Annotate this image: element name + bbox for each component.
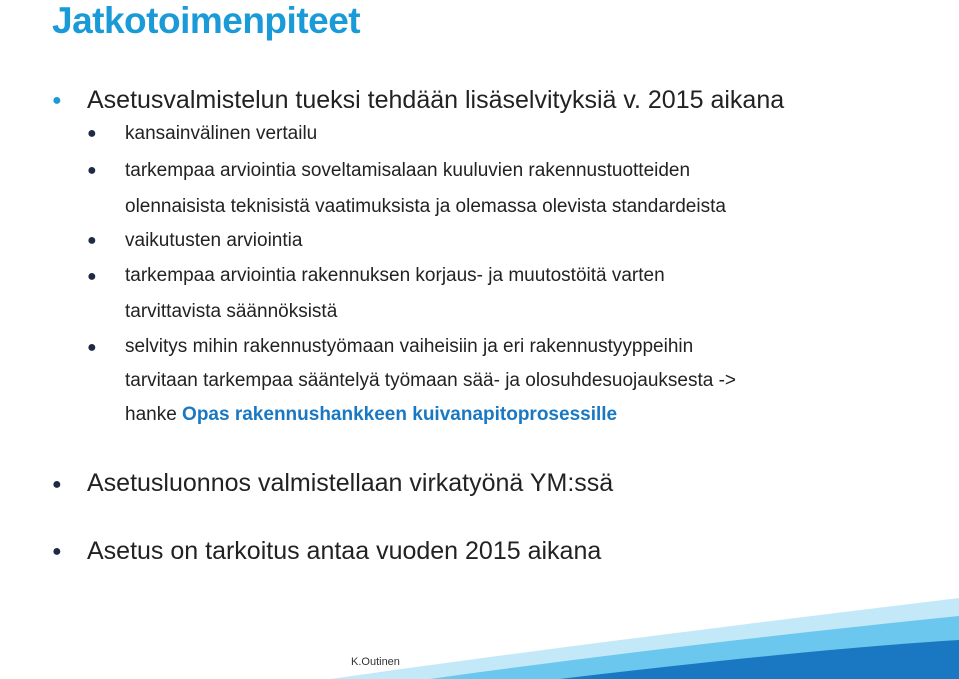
sub-bullet-item: tarkempaa arviointia rakennuksen korjaus- ja muutostöitä varten [125, 265, 665, 286]
bullet-item: Asetusluonnos valmistellaan virkatyönä YM:ssä [87, 469, 614, 497]
bullet-item: Asetus on tarkoitus antaa vuoden 2015 aikana [87, 537, 602, 565]
sub-bullet-item-continued: tarvitaan tarkempaa sääntelyä työmaan sää- ja olosuhdesuojauksesta -> [125, 370, 736, 391]
sub-bullet-item: tarkempaa arviointia soveltamisalaan kuuluvien rakennustuotteiden [125, 160, 691, 181]
sub-bullet-item-continued: tarvittavista säännöksistä [125, 301, 338, 322]
footer-author: K.Outinen [351, 656, 400, 668]
guide-title-highlight: Opas rakennushankkeen kuivanapitoprosessille [182, 404, 618, 425]
sub-bullet-item-continued: olennaisista teknisistä vaatimuksista ja olemassa olevista standardeista [125, 196, 726, 217]
bullet-dot-icon: ● [87, 162, 97, 179]
bullet-dot-icon: ● [87, 232, 97, 249]
hanke-prefix: hanke [125, 404, 183, 425]
bullet-dot-icon: ● [87, 268, 97, 285]
sub-bullet-item-continued [125, 404, 617, 426]
bullet-dot-icon: ● [52, 476, 62, 493]
bullet-dot-icon: ● [52, 92, 62, 109]
bullet-dot-icon: ● [52, 543, 62, 560]
page-number: 13 [906, 654, 921, 669]
bullet-dot-icon: ● [87, 339, 97, 356]
sub-bullet-item: selvitys mihin rakennustyömaan vaiheisiin ja eri rakennustyyppeihin [125, 336, 694, 357]
bullet-item: Asetusvalmistelun tueksi tehdään lisäselvityksiä v. 2015 aikana [87, 86, 785, 114]
sub-bullet-item: vaikutusten arviointia [125, 230, 303, 251]
slide-title: Jatkotoimenpiteet [52, 0, 361, 41]
sub-bullet-item: kansainvälinen vertailu [125, 123, 318, 144]
bullet-dot-icon: ● [87, 125, 97, 142]
